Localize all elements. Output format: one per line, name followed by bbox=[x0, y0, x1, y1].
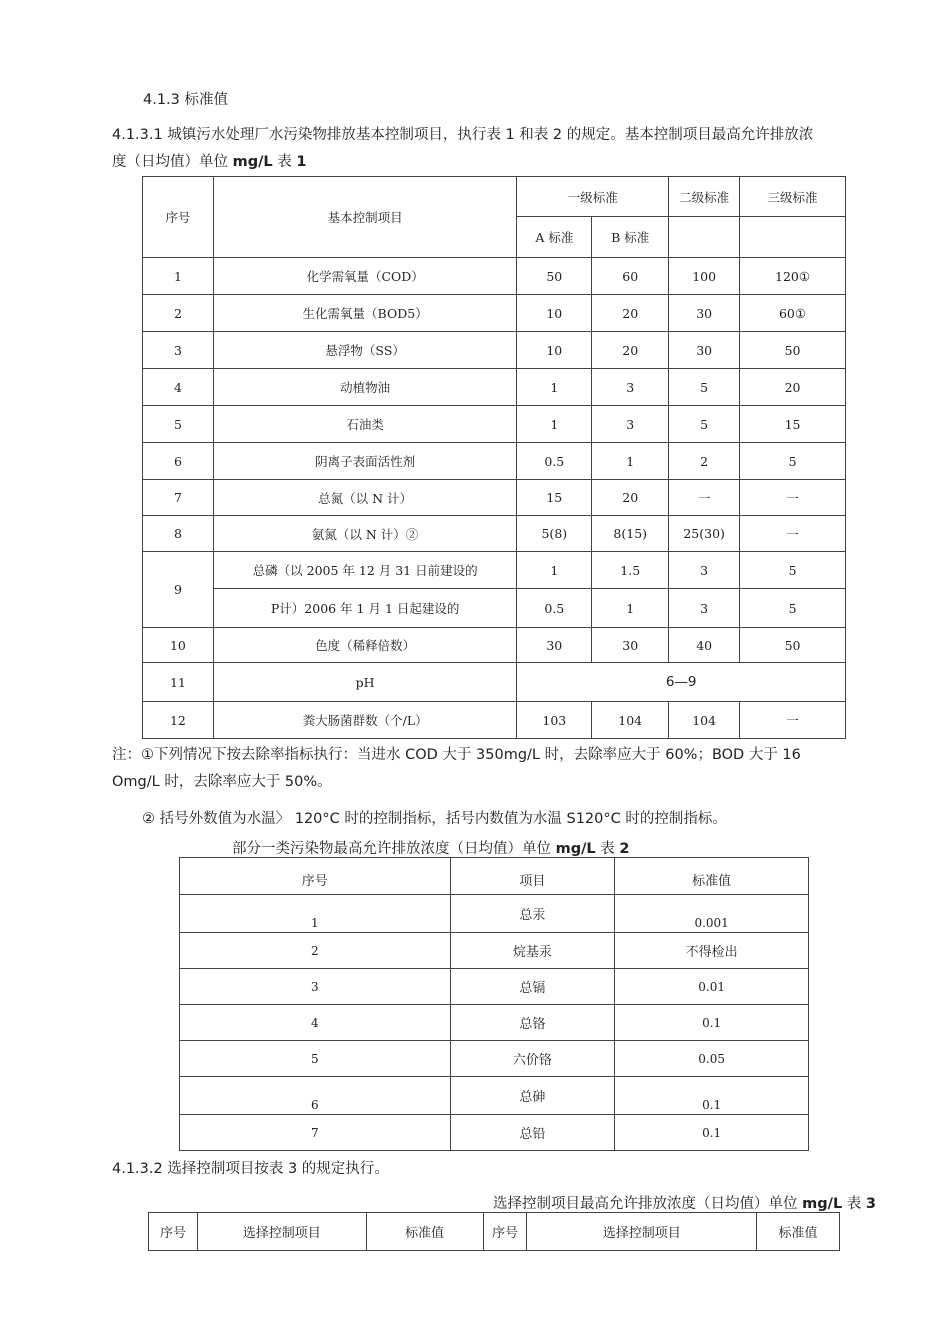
cell-ph-range: 6—9 bbox=[517, 663, 846, 702]
cell-l2: 25(30) bbox=[669, 516, 740, 552]
table-row bbox=[143, 702, 846, 739]
header-empty-l2 bbox=[669, 217, 740, 258]
cell-item-phosphorus-before: 总磷（以 2005 年 12 月 31 日前建设的 bbox=[213, 552, 517, 589]
cell-b: 8(15) bbox=[592, 516, 669, 552]
header-level3: 三级标准 bbox=[740, 177, 846, 217]
cell-a: 0.5 bbox=[517, 443, 592, 480]
header-empty-l3 bbox=[740, 217, 846, 258]
table-row bbox=[143, 258, 846, 295]
cell-seq: 7 bbox=[180, 1115, 451, 1151]
cell-item: 总镉 bbox=[450, 969, 615, 1005]
cell-a: 5(8) bbox=[517, 516, 592, 552]
cell-seq: 4 bbox=[143, 369, 214, 406]
table-row bbox=[143, 552, 846, 589]
cell-a: 50 bbox=[517, 258, 592, 295]
cell-l3: 50 bbox=[740, 332, 846, 369]
cell-a: 1 bbox=[517, 552, 592, 589]
cell-seq: 4 bbox=[180, 1005, 451, 1041]
cell-a: 30 bbox=[517, 628, 592, 663]
cell-l3: 15 bbox=[740, 406, 846, 443]
cell-b: 3 bbox=[592, 406, 669, 443]
table-row bbox=[143, 295, 846, 332]
table-row bbox=[143, 589, 846, 628]
cell-l3: 60① bbox=[740, 295, 846, 332]
header-value-left: 标准值 bbox=[366, 1213, 483, 1251]
cell-item: 阴离子表面活性剂 bbox=[213, 443, 517, 480]
table-word: 表 bbox=[272, 154, 297, 170]
cell-item: 总铅 bbox=[450, 1115, 615, 1151]
cell-item: 总汞 bbox=[450, 895, 615, 933]
cell-b: 1 bbox=[592, 589, 669, 628]
cell-l2: 3 bbox=[669, 552, 740, 589]
cell-l2: 5 bbox=[669, 369, 740, 406]
cell-seq: 12 bbox=[143, 702, 214, 739]
cell-b: 104 bbox=[592, 702, 669, 739]
table3-caption bbox=[493, 1192, 876, 1213]
cell-l2: 104 bbox=[669, 702, 740, 739]
cell-l3: 5 bbox=[740, 589, 846, 628]
table2-number: 2 bbox=[619, 841, 630, 857]
cell-l2: 5 bbox=[669, 406, 740, 443]
cell-a: 1 bbox=[517, 406, 592, 443]
cell-l2: 30 bbox=[669, 295, 740, 332]
cell-item: 总铬 bbox=[450, 1005, 615, 1041]
cell-value: 0.01 bbox=[615, 969, 809, 1005]
table2-unit: mg/L bbox=[555, 841, 596, 857]
table-row bbox=[143, 663, 846, 702]
header-level1: 一级标准 bbox=[517, 177, 669, 217]
table-row bbox=[180, 969, 809, 1005]
header-value-right: 标准值 bbox=[757, 1213, 840, 1251]
cell-b: 1 bbox=[592, 443, 669, 480]
intro-line-1: 4.1.3.1 城镇污水处理厂水污染物排放基本控制项目，执行表 1 和表 2 的规定。基本控制项目最高允许排放浓 bbox=[112, 127, 814, 143]
header-level2: 二级标准 bbox=[669, 177, 740, 217]
table-row bbox=[143, 516, 846, 552]
cell-item: 生化需氧量（BOD5） bbox=[213, 295, 517, 332]
cell-item: 石油类 bbox=[213, 406, 517, 443]
intro-paragraph bbox=[112, 122, 902, 176]
cell-item: 悬浮物（SS） bbox=[213, 332, 517, 369]
cell-l3: 一 bbox=[740, 516, 846, 552]
cell-seq: 2 bbox=[143, 295, 214, 332]
cell-value: 0.05 bbox=[615, 1041, 809, 1077]
unit-label: mg/L bbox=[232, 154, 273, 170]
cell-l2: 40 bbox=[669, 628, 740, 663]
header-seq: 序号 bbox=[180, 858, 451, 895]
cell-value: 0.1 bbox=[615, 1077, 809, 1115]
table2-caption bbox=[232, 837, 629, 858]
selected-control-table bbox=[148, 1212, 840, 1251]
table-row bbox=[180, 895, 809, 933]
cell-b: 3 bbox=[592, 369, 669, 406]
table-row bbox=[180, 1077, 809, 1115]
cell-b: 30 bbox=[592, 628, 669, 663]
cell-l3: 一 bbox=[740, 702, 846, 739]
cell-a: 1 bbox=[517, 369, 592, 406]
cell-seq: 5 bbox=[180, 1041, 451, 1077]
cell-l3: 20 bbox=[740, 369, 846, 406]
cell-seq: 11 bbox=[143, 663, 214, 702]
note-1-line-2: Omg/L 时，去除率应大于 50%。 bbox=[112, 774, 332, 790]
note-2: ② 括号外数值为水温〉 120°C 时的控制指标，括号内数值为水温 S120°C 时的控制指标。 bbox=[142, 811, 727, 827]
table-number: 1 bbox=[296, 154, 307, 170]
table-row bbox=[143, 369, 846, 406]
header-item: 项目 bbox=[450, 858, 615, 895]
header-b: B 标准 bbox=[592, 217, 669, 258]
cell-seq: 8 bbox=[143, 516, 214, 552]
header-item: 基本控制项目 bbox=[213, 177, 517, 258]
cell-seq: 3 bbox=[143, 332, 214, 369]
section-heading: 4.1.3 标准值 bbox=[143, 92, 229, 108]
cell-b: 20 bbox=[592, 332, 669, 369]
table3-unit: mg/L bbox=[802, 1196, 843, 1212]
header-seq-left: 序号 bbox=[149, 1213, 198, 1251]
cell-l3: 一 bbox=[740, 480, 846, 516]
header-item-left: 选择控制项目 bbox=[197, 1213, 366, 1251]
cell-item-phosphorus-after: P计）2006 年 1 月 1 日起建设的 bbox=[213, 589, 517, 628]
cell-item: 色度（稀释倍数） bbox=[213, 628, 517, 663]
cell-a: 10 bbox=[517, 332, 592, 369]
cell-l2: 一 bbox=[669, 480, 740, 516]
table-row bbox=[143, 628, 846, 663]
cell-item: pH bbox=[213, 663, 517, 702]
cell-b: 20 bbox=[592, 480, 669, 516]
header-seq-right: 序号 bbox=[483, 1213, 527, 1251]
cell-value: 不得检出 bbox=[615, 933, 809, 969]
table-row bbox=[143, 443, 846, 480]
cell-l3: 120① bbox=[740, 258, 846, 295]
table3-word: 表 bbox=[842, 1196, 866, 1212]
table-row bbox=[180, 1115, 809, 1151]
table-row bbox=[180, 1041, 809, 1077]
cell-item: 化学需氧量（COD） bbox=[213, 258, 517, 295]
table3-caption-text: 选择控制项目最高允许排放浓度（日均值）单位 bbox=[493, 1196, 803, 1212]
table2-word: 表 bbox=[595, 841, 620, 857]
intro-line-2-text: 度（日均值）单位 bbox=[112, 154, 233, 170]
cell-item: 总氮（以 N 计） bbox=[213, 480, 517, 516]
cell-seq: 9 bbox=[143, 552, 214, 628]
cell-l3: 5 bbox=[740, 443, 846, 480]
cell-l2: 30 bbox=[669, 332, 740, 369]
basic-control-table bbox=[142, 176, 846, 739]
cell-l2: 2 bbox=[669, 443, 740, 480]
cell-l3: 5 bbox=[740, 552, 846, 589]
cell-seq: 10 bbox=[143, 628, 214, 663]
table-row bbox=[143, 480, 846, 516]
header-seq: 序号 bbox=[143, 177, 214, 258]
header-a: A 标准 bbox=[517, 217, 592, 258]
cell-l2: 100 bbox=[669, 258, 740, 295]
cell-item: 总砷 bbox=[450, 1077, 615, 1115]
table2-caption-text: 部分一类污染物最高允许排放浓度（日均值）单位 bbox=[232, 841, 556, 857]
cell-a: 10 bbox=[517, 295, 592, 332]
table-row bbox=[180, 933, 809, 969]
cell-seq: 6 bbox=[180, 1077, 451, 1115]
table-notes bbox=[112, 742, 912, 796]
cell-l2: 3 bbox=[669, 589, 740, 628]
header-value: 标准值 bbox=[615, 858, 809, 895]
cell-item: 六价铬 bbox=[450, 1041, 615, 1077]
cell-seq: 7 bbox=[143, 480, 214, 516]
cell-a: 0.5 bbox=[517, 589, 592, 628]
table-row bbox=[180, 1005, 809, 1041]
header-item-right: 选择控制项目 bbox=[527, 1213, 757, 1251]
cell-item: 氨氮（以 N 计）② bbox=[213, 516, 517, 552]
cell-value: 0.1 bbox=[615, 1115, 809, 1151]
cell-seq: 1 bbox=[143, 258, 214, 295]
cell-item: 烷基汞 bbox=[450, 933, 615, 969]
cell-seq: 2 bbox=[180, 933, 451, 969]
note-1-line-1: 注：①下列情况下按去除率指标执行：当进水 COD 大于 350mg/L 时，去除率应大于 60%；BOD 大于 16 bbox=[112, 747, 801, 763]
cell-item: 动植物油 bbox=[213, 369, 517, 406]
cell-b: 1.5 bbox=[592, 552, 669, 589]
cell-b: 60 bbox=[592, 258, 669, 295]
cell-seq: 3 bbox=[180, 969, 451, 1005]
cell-seq: 6 bbox=[143, 443, 214, 480]
class1-pollutant-table bbox=[179, 857, 809, 1151]
cell-seq: 1 bbox=[180, 895, 451, 933]
cell-b: 20 bbox=[592, 295, 669, 332]
table3-number: 3 bbox=[865, 1196, 876, 1212]
cell-a: 103 bbox=[517, 702, 592, 739]
cell-item: 粪大肠菌群数（个/L） bbox=[213, 702, 517, 739]
cell-seq: 5 bbox=[143, 406, 214, 443]
intro-line-2 bbox=[112, 149, 902, 176]
table-row bbox=[143, 406, 846, 443]
cell-l3: 50 bbox=[740, 628, 846, 663]
selected-items-paragraph: 4.1.3.2 选择控制项目按表 3 的规定执行。 bbox=[112, 1161, 389, 1177]
table-row bbox=[143, 332, 846, 369]
cell-value: 0.001 bbox=[615, 895, 809, 933]
cell-value: 0.1 bbox=[615, 1005, 809, 1041]
cell-a: 15 bbox=[517, 480, 592, 516]
